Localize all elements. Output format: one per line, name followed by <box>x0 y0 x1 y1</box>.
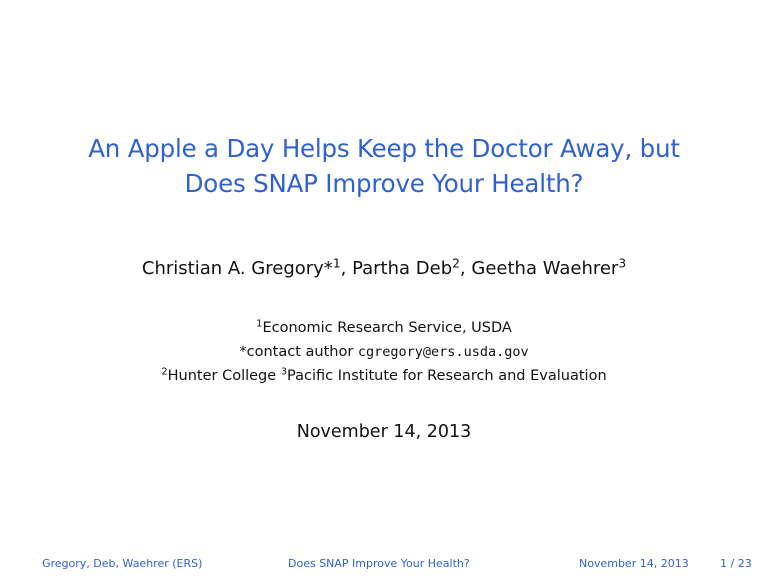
affil-mark-3: 3 <box>280 366 288 378</box>
author-gregory-affil-mark: 1 <box>332 256 341 271</box>
presentation-date: November 14, 2013 <box>296 422 472 442</box>
contact-line <box>0 342 768 362</box>
title-line-1: An Apple a Day Helps Keep the Doctor Away, but <box>88 134 680 163</box>
author-gregory: Christian A. Gregory* <box>141 258 333 279</box>
footer-date: November 14, 2013 <box>579 557 689 570</box>
affil-mark-2: 2 <box>161 366 168 378</box>
affiliation-ers <box>0 318 768 338</box>
affiliation-hunter-text: Hunter College <box>167 368 281 384</box>
footer-page-number: 1 / 23 <box>720 557 752 570</box>
author-separator: , <box>459 258 472 279</box>
author-waehrer: Geetha Waehrer <box>471 258 619 279</box>
author-deb: Partha Deb <box>352 258 453 279</box>
affiliation-pacific-text: Pacific Institute for Research and Evaluation <box>287 368 607 384</box>
title-line-2: Does SNAP Improve Your Health? <box>184 169 584 198</box>
contact-label: *contact author <box>239 344 358 360</box>
author-separator: , <box>340 258 353 279</box>
author-deb-affil-mark: 2 <box>452 256 460 271</box>
slide-footer <box>0 556 768 572</box>
footer-authors: Gregory, Deb, Waehrer (ERS) <box>42 557 203 570</box>
footer-short-title: Does SNAP Improve Your Health? <box>288 557 470 570</box>
author-list <box>0 257 768 281</box>
affiliation-other <box>0 366 768 386</box>
affiliation-ers-text: Economic Research Service, USDA <box>262 320 512 336</box>
slide-title <box>0 131 768 201</box>
affil-mark-1: 1 <box>256 318 263 330</box>
contact-email: cgregory@ers.usda.gov <box>357 344 529 360</box>
author-waehrer-affil-mark: 3 <box>618 256 627 271</box>
